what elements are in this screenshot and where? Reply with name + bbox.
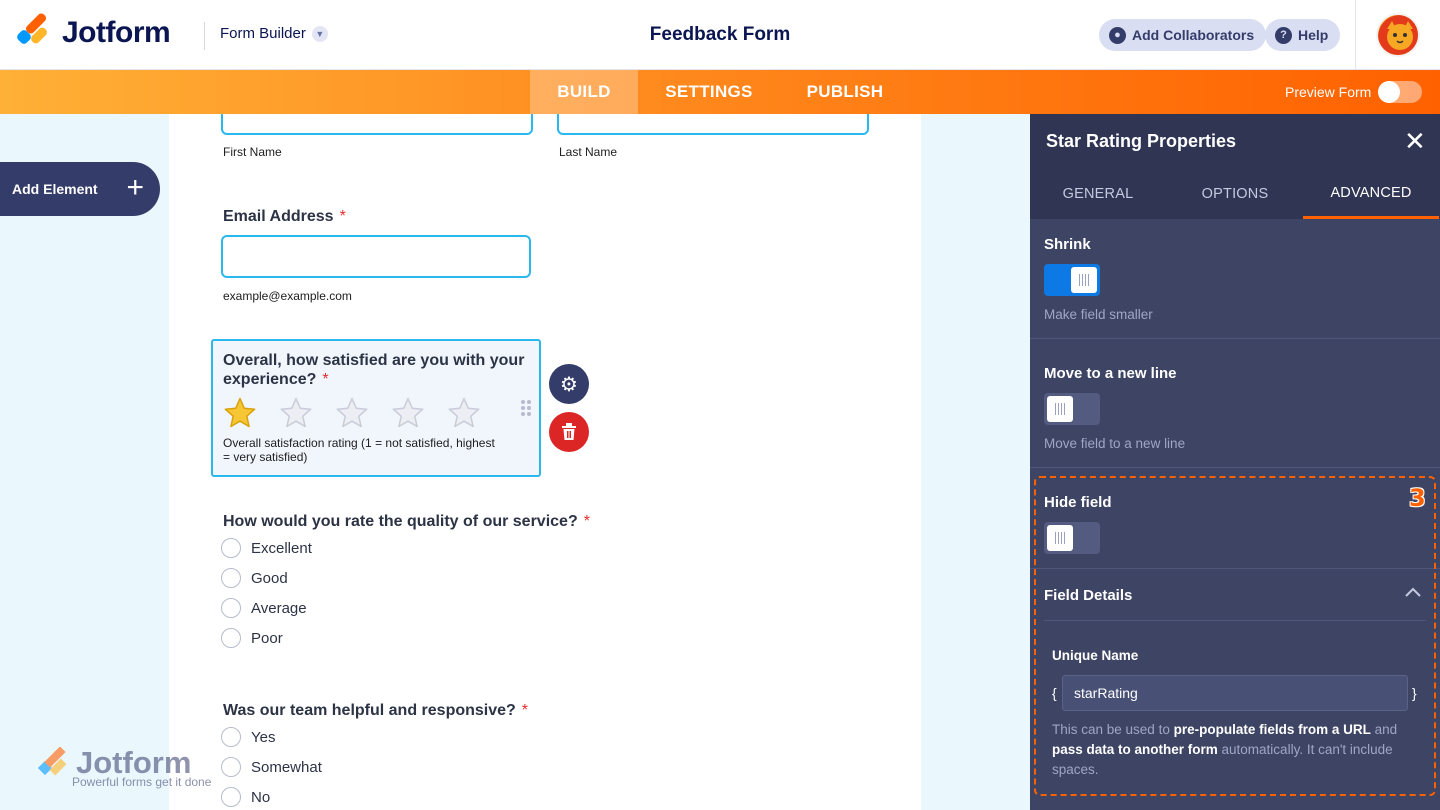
- star-rating-label: [223, 351, 524, 389]
- gear-icon: ⚙: [560, 373, 578, 396]
- radio-button[interactable]: [221, 628, 241, 648]
- jotform-watermark-icon: [38, 747, 70, 779]
- new-line-help: Move field to a new line: [1044, 436, 1186, 451]
- jotform-logo[interactable]: [18, 17, 170, 49]
- panel-header: [1030, 114, 1440, 169]
- builder-nav-bar: [0, 70, 1440, 114]
- radio-option-label: Poor: [251, 629, 283, 647]
- user-icon: ●: [1109, 27, 1126, 44]
- avatar-cat-icon: [1378, 15, 1420, 57]
- note-text: and: [1370, 722, 1398, 737]
- jotform-wordmark: Jotform: [62, 16, 171, 49]
- new-line-toggle[interactable]: [1044, 393, 1100, 425]
- radio-option-label: Excellent: [251, 539, 312, 557]
- help-button[interactable]: [1265, 19, 1340, 51]
- radio-option-label: Average: [251, 599, 307, 617]
- star-rating-field[interactable]: [211, 339, 541, 477]
- close-icon[interactable]: ✕: [1404, 126, 1426, 156]
- shrink-help: Make field smaller: [1044, 307, 1153, 322]
- first-name-sublabel: First Name: [223, 145, 282, 159]
- radio-button[interactable]: [221, 538, 241, 558]
- radio-option-good[interactable]: [221, 568, 288, 588]
- radio-button[interactable]: [221, 787, 241, 807]
- radio-button[interactable]: [221, 757, 241, 777]
- section-divider: [1030, 338, 1440, 339]
- star-empty-icon[interactable]: [281, 399, 310, 427]
- help-label: Help: [1298, 27, 1329, 43]
- new-line-title: Move to a new line: [1044, 365, 1177, 382]
- tab-build[interactable]: BUILD: [530, 70, 638, 114]
- drag-handle-icon[interactable]: [521, 400, 531, 416]
- star-rating-label-line2: experience?: [223, 371, 317, 388]
- brace-close: }: [1412, 685, 1417, 701]
- step-number-marker: 3: [1409, 484, 1426, 512]
- tab-options[interactable]: OPTIONS: [1201, 186, 1269, 202]
- preview-form-label: Preview Form: [1285, 84, 1372, 100]
- form-title[interactable]: Feedback Form: [649, 24, 791, 45]
- radio-option-yes[interactable]: [221, 727, 275, 747]
- toggle-knob: [1071, 267, 1097, 293]
- email-input[interactable]: [221, 235, 531, 278]
- email-label-text: Email Address: [223, 208, 334, 225]
- note-text: This can be used to: [1052, 722, 1174, 737]
- radio-button[interactable]: [221, 598, 241, 618]
- add-collaborators-label: Add Collaborators: [1132, 27, 1255, 43]
- last-name-input[interactable]: [557, 114, 869, 135]
- helpful-question-text: Was our team helpful and responsive?: [223, 702, 516, 719]
- unique-name-help: [1052, 720, 1412, 780]
- radio-option-label: Somewhat: [251, 758, 322, 776]
- section-divider: [1030, 467, 1440, 468]
- note-text: automatically. It can't include spaces.: [1052, 742, 1393, 777]
- tab-advanced[interactable]: ADVANCED: [1303, 169, 1439, 219]
- star-rating-sublabel: [223, 436, 495, 464]
- trash-icon: [561, 423, 577, 441]
- unique-name-label: Unique Name: [1052, 648, 1139, 663]
- add-element-label: Add Element: [12, 181, 98, 197]
- header-divider: [204, 22, 205, 50]
- note-bold: pre-populate fields from a URL: [1173, 722, 1371, 737]
- add-element-button[interactable]: [0, 162, 160, 216]
- tab-general[interactable]: GENERAL: [1062, 186, 1134, 202]
- email-label: [223, 208, 346, 226]
- form-canvas: [169, 114, 921, 810]
- radio-button[interactable]: [221, 727, 241, 747]
- preview-form-toggle[interactable]: [1378, 81, 1422, 103]
- jotform-logo-icon: [18, 17, 50, 49]
- star-rating-sublabel-line2: = very satisfied): [223, 450, 308, 464]
- email-sublabel: example@example.com: [223, 289, 352, 303]
- toggle-knob: [1378, 81, 1400, 103]
- first-name-input[interactable]: [221, 114, 533, 135]
- watermark-brand: Jotform: [76, 745, 192, 780]
- required-mark: *: [583, 513, 590, 530]
- panel-title: Star Rating Properties: [1046, 131, 1237, 151]
- add-collaborators-button[interactable]: [1099, 19, 1266, 51]
- radio-option-label: No: [251, 788, 271, 806]
- shrink-title: Shrink: [1044, 236, 1091, 253]
- shrink-toggle[interactable]: [1044, 264, 1100, 296]
- star-rating-sublabel-line1: Overall satisfaction rating (1 = not satisfied, highest: [223, 436, 495, 450]
- star-filled-icon[interactable]: [225, 399, 254, 427]
- quality-question-text: How would you rate the quality of our service?: [223, 513, 578, 530]
- star-empty-icon[interactable]: [393, 399, 422, 427]
- brace-open: {: [1052, 685, 1057, 701]
- user-avatar[interactable]: [1376, 13, 1420, 57]
- delete-field-button[interactable]: [549, 412, 589, 452]
- required-mark: *: [339, 208, 346, 225]
- tab-settings[interactable]: SETTINGS: [665, 82, 753, 101]
- helpful-question-label: [223, 702, 528, 720]
- tab-publish[interactable]: PUBLISH: [806, 82, 884, 101]
- toggle-knob: [1047, 396, 1073, 422]
- plus-icon: +: [126, 171, 144, 204]
- radio-option-average[interactable]: [221, 598, 307, 618]
- field-settings-button[interactable]: [549, 364, 589, 404]
- hide-field-title: Hide field: [1044, 494, 1112, 511]
- top-header: [0, 0, 1440, 70]
- radio-option-poor[interactable]: [221, 628, 283, 648]
- last-name-sublabel: Last Name: [559, 145, 618, 159]
- star-empty-icon[interactable]: [449, 399, 478, 427]
- chevron-up-icon[interactable]: [1404, 584, 1422, 602]
- quality-question-label: [223, 513, 590, 531]
- chevron-down-icon: ▼: [312, 26, 328, 42]
- star-rating-label-line1: Overall, how satisfied are you with your: [223, 352, 525, 369]
- required-mark: *: [322, 371, 329, 388]
- form-builder-label: Form Builder: [220, 25, 306, 42]
- note-bold: pass data to another form: [1052, 742, 1218, 757]
- radio-option-label: Good: [251, 569, 288, 587]
- watermark-tagline: Powerful forms get it done: [72, 775, 212, 789]
- radio-option-no[interactable]: [221, 787, 270, 807]
- radio-button[interactable]: [221, 568, 241, 588]
- form-builder-menu[interactable]: [220, 25, 328, 42]
- header-divider-right: [1355, 0, 1356, 70]
- star-rating-stars[interactable]: [221, 396, 521, 430]
- required-mark: *: [521, 702, 529, 719]
- star-empty-icon[interactable]: [337, 399, 366, 427]
- question-icon: ?: [1275, 27, 1292, 44]
- radio-option-label: Yes: [251, 728, 276, 746]
- panel-tabs: [1030, 169, 1440, 219]
- radio-option-excellent[interactable]: [221, 538, 312, 558]
- unique-name-input[interactable]: starRating: [1062, 675, 1408, 711]
- field-details-title[interactable]: Field Details: [1044, 587, 1133, 604]
- radio-option-somewhat[interactable]: [221, 757, 322, 777]
